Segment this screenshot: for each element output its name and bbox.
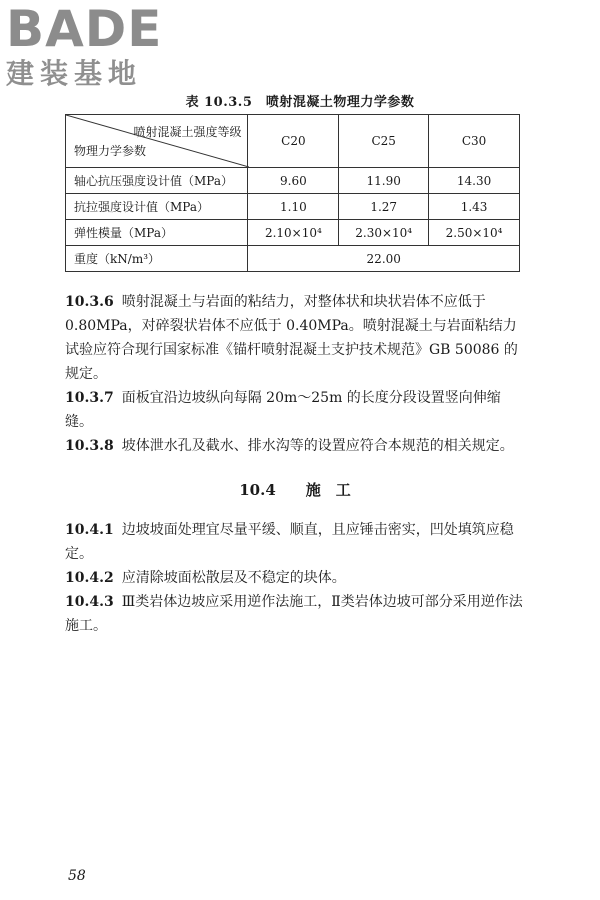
table-cell: 1.43	[429, 194, 520, 220]
clause-text: 边坡坡面处理宜尽量平缓、顺直，且应锤击密实，凹处填筑应稳定。	[65, 522, 514, 562]
clause-text: 喷射混凝土与岩面的粘结力，对整体状和块状岩体不应低于 0.80MPa，对碎裂状岩体不应低于 0.40MPa。喷射混凝土与岩面粘结力试验应符合现行国家标准《锚杆喷射混凝土支护技术规范》GB 50086 的规定。	[65, 294, 518, 382]
table-row	[66, 168, 520, 194]
row-label: 抗拉强度设计值（MPa）	[66, 194, 248, 220]
table-cell: 2.50×10⁴	[429, 220, 520, 246]
table-row	[66, 220, 520, 246]
table-cell: 1.10	[248, 194, 339, 220]
table-cell: 9.60	[248, 168, 339, 194]
column-header: C20	[248, 115, 339, 168]
table-cell: 14.30	[429, 168, 520, 194]
logo-wordmark: BADE	[6, 0, 163, 58]
body-text	[65, 290, 525, 638]
table-title: 表 10.3.5 喷射混凝土物理力学参数	[185, 95, 415, 110]
clause	[65, 290, 525, 386]
clause	[65, 434, 525, 458]
clause-text: 坡体泄水孔及截水、排水沟等的设置应符合本规范的相关规定。	[121, 438, 514, 454]
logo-subtitle: 建装基地	[6, 57, 143, 90]
table-cell: 11.90	[339, 168, 429, 194]
clause-text: Ⅲ类岩体边坡应采用逆作法施工，Ⅱ类岩体边坡可部分采用逆作法施工。	[65, 594, 523, 634]
diagonal-header-cell	[66, 115, 248, 168]
clause-number: 10.3.8	[65, 438, 114, 454]
table-header-row	[66, 115, 520, 168]
section-title-text: 施 工	[305, 481, 351, 499]
table-cell: 2.30×10⁴	[339, 220, 429, 246]
table-row	[66, 194, 520, 220]
table-cell-merged: 22.00	[248, 246, 520, 272]
clause	[65, 386, 525, 434]
clause	[65, 590, 525, 638]
brand-logo	[6, 2, 176, 90]
table-cell: 1.27	[339, 194, 429, 220]
column-header: C30	[429, 115, 520, 168]
clause-text: 面板宜沿边坡纵向每隔 20m～25m 的长度分段设置竖向伸缩缝。	[65, 390, 501, 430]
table-row	[66, 246, 520, 272]
clause-text: 应清除坡面松散层及不稳定的块体。	[121, 570, 346, 586]
page-number: 58	[68, 868, 86, 884]
clause	[65, 566, 525, 590]
clause	[65, 518, 525, 566]
column-header: C25	[339, 115, 429, 168]
row-label: 弹性模量（MPa）	[66, 220, 248, 246]
header-strength-grade: 喷射混凝土强度等级	[133, 125, 242, 139]
section-number: 10.4	[239, 481, 276, 499]
header-parameter: 物理力学参数	[74, 144, 147, 158]
row-label: 轴心抗压强度设计值（MPa）	[66, 168, 248, 194]
parameters-table	[65, 114, 520, 272]
table-cell: 2.10×10⁴	[248, 220, 339, 246]
clause-number: 10.3.6	[65, 294, 114, 310]
clause-number: 10.4.3	[65, 594, 114, 610]
section-heading	[65, 478, 525, 502]
clause-number: 10.4.1	[65, 522, 114, 538]
clause-number: 10.3.7	[65, 390, 114, 406]
clause-number: 10.4.2	[65, 570, 114, 586]
row-label: 重度（kN/m³）	[66, 246, 248, 272]
